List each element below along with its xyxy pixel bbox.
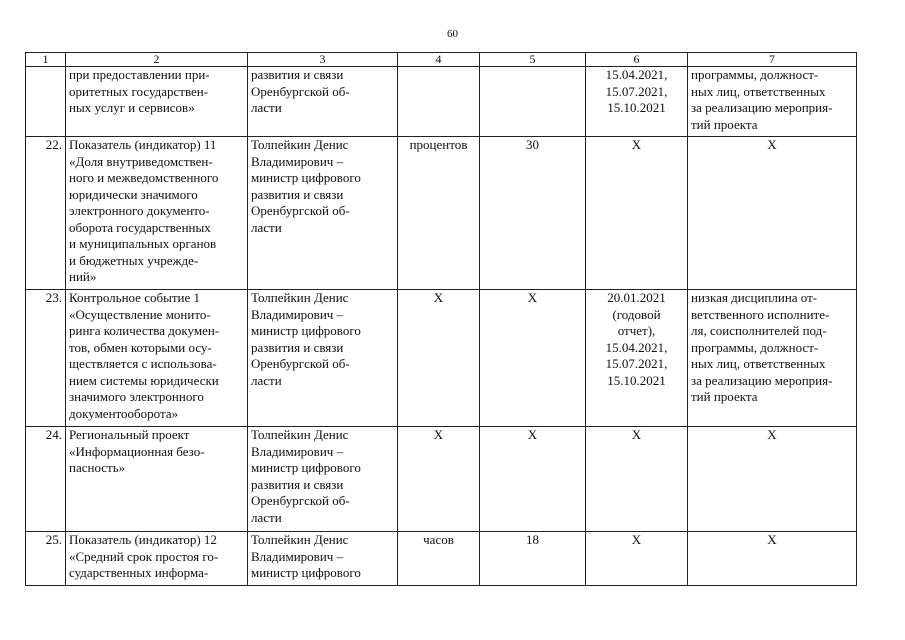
item-name xyxy=(66,67,248,137)
responsible-person-line: Оренбургской об- xyxy=(251,356,350,371)
item-name-line: ринга количества докумен- xyxy=(69,323,220,338)
responsible-person xyxy=(248,137,398,290)
item-name-line: Региональный проект xyxy=(69,427,190,442)
header-row xyxy=(26,53,857,67)
table-row xyxy=(26,427,857,532)
item-name-line: документооборота» xyxy=(69,405,179,421)
item-name-line: пасность» xyxy=(69,460,126,475)
risks-cell-line: тий проекта xyxy=(691,389,758,404)
table-row xyxy=(26,67,857,137)
unit-cell: процентов xyxy=(398,137,480,290)
responsible-person-line: министр цифрового xyxy=(251,323,361,338)
dates-cell xyxy=(586,290,688,427)
risks-cell-line: ных лиц, ответственных xyxy=(691,83,826,99)
responsible-person-line: ласти xyxy=(251,509,282,525)
risks-cell xyxy=(688,67,857,137)
responsible-person xyxy=(248,427,398,532)
responsible-person-line: Владимирович – xyxy=(251,443,344,459)
item-name-line: и муниципальных органов xyxy=(69,236,217,251)
row-number: 25. xyxy=(26,532,66,586)
item-name-line: ных услуг и сервисов» xyxy=(69,100,195,115)
risks-cell-line: ных лиц, ответственных xyxy=(691,356,826,371)
item-name-line: оритетных государствен- xyxy=(69,83,209,99)
dates-cell-line: Х xyxy=(631,532,642,547)
dates-cell xyxy=(586,427,688,532)
header-cell: 5 xyxy=(480,53,586,67)
value-cell: Х xyxy=(480,427,586,532)
document-table xyxy=(25,52,857,586)
header-cell: 6 xyxy=(586,53,688,67)
table-row xyxy=(26,532,857,586)
risks-cell-line: Х xyxy=(767,137,777,152)
risks-cell-line: за реализацию мероприя- xyxy=(691,100,833,115)
item-name xyxy=(66,532,248,586)
responsible-person-line: развития и связи xyxy=(251,476,344,492)
unit-cell: Х xyxy=(398,290,480,427)
item-name-line: «Средний срок простоя го- xyxy=(69,548,219,564)
item-name-line: «Информационная безо- xyxy=(69,443,205,459)
item-name-line: ного и межведомственного xyxy=(69,170,219,185)
item-name xyxy=(66,427,248,532)
dates-cell-line: 20.01.2021 xyxy=(607,290,666,305)
item-name xyxy=(66,137,248,290)
responsible-person-line: развития и связи xyxy=(251,67,344,82)
header-cell: 7 xyxy=(688,53,857,67)
header-cell: 1 xyxy=(26,53,66,67)
responsible-person-line: министр цифрового xyxy=(251,565,361,580)
responsible-person xyxy=(248,532,398,586)
dates-cell-line: 15.04.2021, xyxy=(605,339,668,355)
item-name-line: юридически значимого xyxy=(69,186,198,202)
value-cell: Х xyxy=(480,290,586,427)
risks-cell xyxy=(688,427,857,532)
value-cell: 30 xyxy=(480,137,586,290)
value-cell xyxy=(480,67,586,137)
dates-cell-line: Х xyxy=(631,137,642,152)
item-name-line: значимого электронного xyxy=(69,389,204,404)
header-cell: 2 xyxy=(66,53,248,67)
responsible-person xyxy=(248,290,398,427)
row-number: 22. xyxy=(26,137,66,290)
row-number xyxy=(26,67,66,137)
row-number: 23. xyxy=(26,290,66,427)
risks-cell-line: за реализацию мероприя- xyxy=(691,372,833,388)
risks-cell-line: ля, соисполнителей под- xyxy=(691,323,827,338)
dates-cell-line: Х xyxy=(631,427,642,442)
risks-cell-line: программы, должност- xyxy=(691,339,819,355)
responsible-person-line: Оренбургской об- xyxy=(251,203,350,218)
row-number: 24. xyxy=(26,427,66,532)
responsible-person-line: Владимирович – xyxy=(251,306,344,322)
risks-cell-line: тий проекта xyxy=(691,116,758,132)
item-name-line: ществляется с использова- xyxy=(69,356,217,371)
item-name-line: нием системы юридически xyxy=(69,372,219,388)
responsible-person xyxy=(248,67,398,137)
responsible-person-line: Владимирович – xyxy=(251,548,344,564)
table-row xyxy=(26,137,857,290)
dates-cell-line: 15.10.2021 xyxy=(607,100,666,115)
dates-cell-line: 15.10.2021 xyxy=(607,372,666,388)
item-name-line: оборота государственных xyxy=(69,219,211,235)
responsible-person-line: ласти xyxy=(251,372,282,388)
risks-cell xyxy=(688,532,857,586)
item-name-line: тов, обмен которыми осу- xyxy=(69,339,212,355)
dates-cell-line: (годовой xyxy=(612,306,661,322)
item-name-line: «Осуществление монито- xyxy=(69,306,211,322)
responsible-person-line: министр цифрового xyxy=(251,170,361,185)
risks-cell-line: программы, должност- xyxy=(691,67,819,82)
responsible-person-line: развития и связи xyxy=(251,339,344,355)
dates-cell-line: отчет), xyxy=(617,323,656,338)
unit-cell: часов xyxy=(398,532,480,586)
responsible-person-line: Оренбургской об- xyxy=(251,83,350,99)
dates-cell-line: 15.07.2021, xyxy=(605,83,668,99)
dates-cell-line: 15.07.2021, xyxy=(605,356,668,371)
value-cell: 18 xyxy=(480,532,586,586)
risks-cell-line: Х xyxy=(767,427,777,442)
dates-cell xyxy=(586,532,688,586)
risks-cell xyxy=(688,290,857,427)
responsible-person-line: ласти xyxy=(251,100,282,115)
dates-cell-line: 15.04.2021, xyxy=(605,67,668,82)
item-name-line: Контрольное событие 1 xyxy=(69,290,200,305)
dates-cell xyxy=(586,137,688,290)
header-cell: 4 xyxy=(398,53,480,67)
item-name-line: и бюджетных учрежде- xyxy=(69,252,199,268)
item-name-line: Показатель (индикатор) 11 xyxy=(69,137,217,152)
responsible-person-line: Толпейкин Денис xyxy=(251,290,349,305)
responsible-person-line: развития и связи xyxy=(251,186,344,202)
risks-cell xyxy=(688,137,857,290)
unit-cell: Х xyxy=(398,427,480,532)
responsible-person-line: Оренбургской об- xyxy=(251,493,350,508)
dates-cell xyxy=(586,67,688,137)
item-name-line: «Доля внутриведомствен- xyxy=(69,153,213,169)
risks-cell-line: ветственного исполните- xyxy=(691,306,830,322)
responsible-person-line: Толпейкин Денис xyxy=(251,427,349,442)
item-name-line: электронного документо- xyxy=(69,203,210,218)
unit-cell xyxy=(398,67,480,137)
item-name-line: ний» xyxy=(69,269,97,284)
responsible-person-line: Владимирович – xyxy=(251,153,344,169)
responsible-person-line: Толпейкин Денис xyxy=(251,137,349,152)
risks-cell-line: низкая дисциплина от- xyxy=(691,290,818,305)
responsible-person-line: ласти xyxy=(251,219,282,235)
responsible-person-line: министр цифрового xyxy=(251,460,361,475)
header-cell: 3 xyxy=(248,53,398,67)
item-name-line: при предоставлении при- xyxy=(69,67,210,82)
item-name xyxy=(66,290,248,427)
table-row xyxy=(26,290,857,427)
item-name-line: Показатель (индикатор) 12 xyxy=(69,532,217,547)
item-name-line: сударственных информа- xyxy=(69,565,209,580)
risks-cell-line: Х xyxy=(767,532,777,547)
responsible-person-line: Толпейкин Денис xyxy=(251,532,349,547)
page-number: 60 xyxy=(447,28,458,40)
